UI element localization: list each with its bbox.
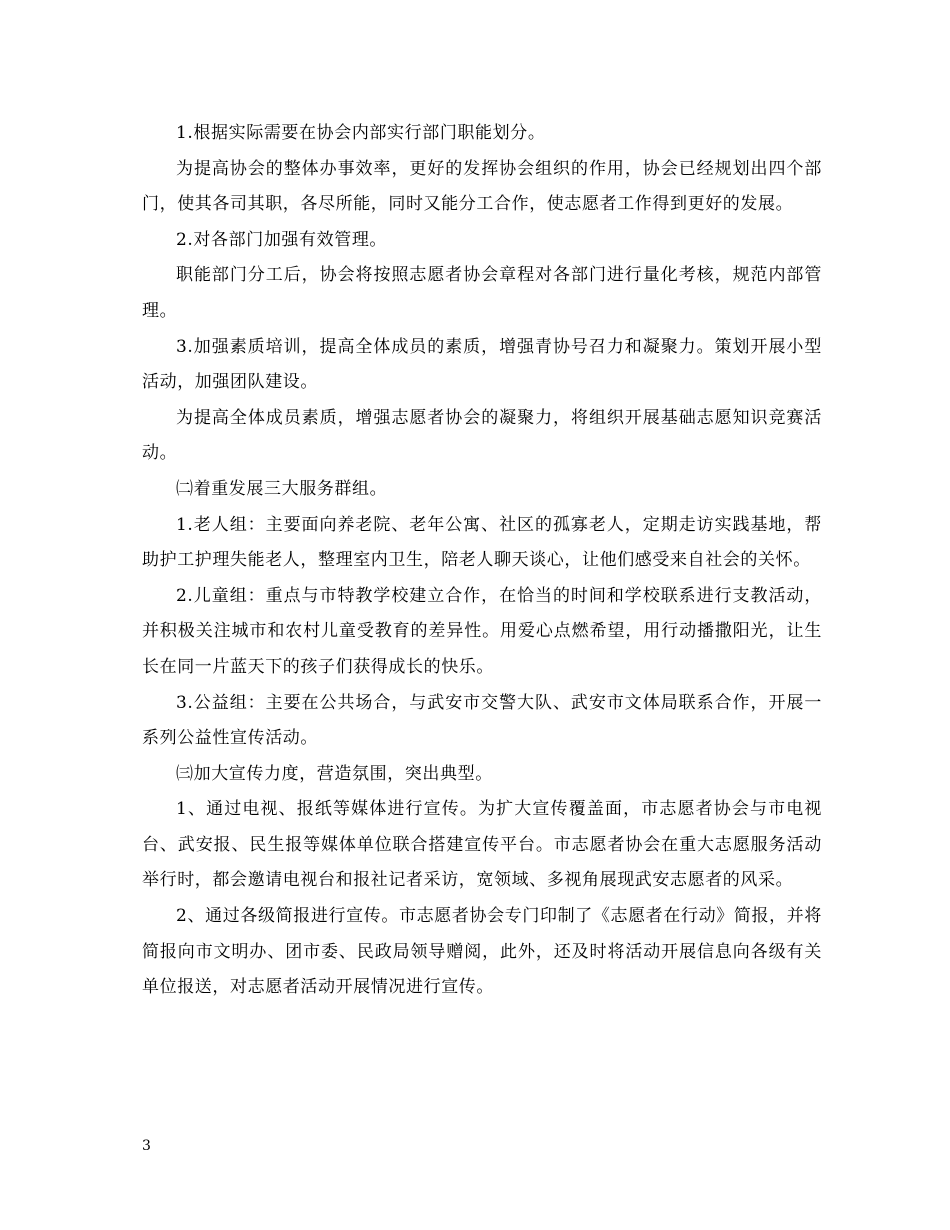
- paragraph-1: 1.根据实际需要在协会内部实行部门职能划分。: [176, 123, 546, 143]
- paragraph-public-welfare-group: 3.公益组：主要在公共场合，与武安市交警大队、武安市文体局联系合作，开展一系列公益性宣传活动。: [142, 692, 822, 749]
- page-number: 3: [142, 1138, 151, 1154]
- paragraph-3: 2.对各部门加强有效管理。: [176, 229, 388, 250]
- paragraph-2: 为提高协会的整体办事效率，更好的发挥协会组织的作用，协会已经规划出四个部门，使其各司其职，各尽所能，同时又能分工合作，使志愿者工作得到更好的发展。: [142, 158, 822, 215]
- paragraph-media-publicity: 1、通过电视、报纸等媒体进行宣传。为扩大宣传覆盖面，市志愿者协会与市电视台、武安报、民生报等媒体单位联合搭建宣传平台。市志愿者协会在重大志愿服务活动举行时，都会邀请电视台和报社记者采访，宽领域、多视角展现武安志愿者的风采。: [142, 799, 822, 891]
- paragraph-bulletin-publicity: 2、通过各级简报进行宣传。市志愿者协会专门印制了《志愿者在行动》简报，并将简报向市文明办、团市委、民政局领导赠阅，此外，还及时将活动开展信息向各级有关单位报送，对志愿者活动开展情况进行宣传。: [142, 906, 822, 998]
- section-heading-2: ㈡着重发展三大服务群组。: [176, 478, 388, 499]
- section-heading-3: ㈢加大宣传力度，营造氛围，突出典型。: [176, 763, 493, 784]
- paragraph-5: 3.加强素质培训，提高全体成员的素质，增强青协号召力和凝聚力。策划开展小型活动，加强团队建设。: [142, 336, 822, 393]
- paragraph-4: 职能部门分工后，协会将按照志愿者协会章程对各部门进行量化考核，规范内部管理。: [142, 265, 822, 321]
- paragraph-6: 为提高全体成员素质，增强志愿者协会的凝聚力，将组织开展基础志愿知识竞赛活动。: [142, 407, 822, 464]
- document-body: [142, 116, 822, 1006]
- paragraph-children-group: 2.儿童组：重点与市特教学校建立合作，在恰当的时间和学校联系进行支教活动，并积极关注城市和农村儿童受教育的差异性。用爱心点燃希望，用行动播撒阳光，让生长在同一片蓝天下的孩子们获得成长的快乐。: [142, 585, 822, 677]
- paragraph-elderly-group: 1.老人组：主要面向养老院、老年公寓、社区的孤寡老人，定期走访实践基地，帮助护工护理失能老人，整理室内卫生，陪老人聊天谈心，让他们感受来自社会的关怀。: [142, 514, 822, 571]
